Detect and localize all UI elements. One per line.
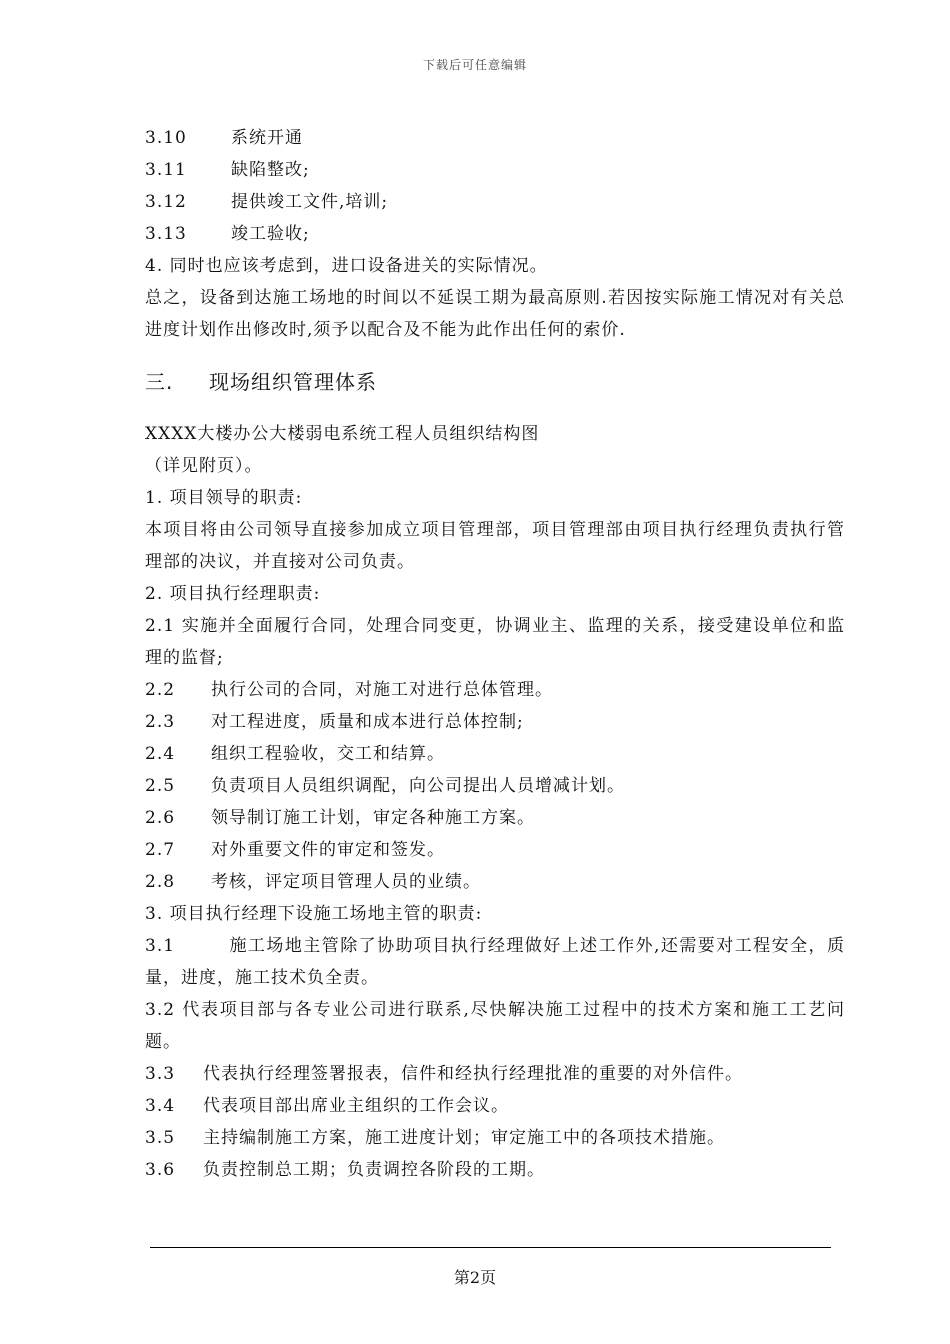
list-item-2-6 <box>145 802 845 834</box>
duty-2-1: 2.1 实施并全面履行合同，处理合同变更，协调业主、监理的关系，接受建设单位和监理的监督; <box>145 616 845 668</box>
item-number: 3.11 <box>145 160 187 180</box>
list-item-3-11 <box>145 154 845 186</box>
duty-3-1 <box>145 930 845 994</box>
list-item-2-2 <box>145 674 845 706</box>
item-number: 2.7 <box>145 840 176 860</box>
duty-3-2: 3.2 代表项目部与各专业公司进行联系,尽快解决施工过程中的技术方案和施工工艺问题。 <box>145 1000 845 1052</box>
document-body <box>145 122 845 1186</box>
item-number: 2.6 <box>145 808 176 828</box>
item-number: 2.2 <box>145 680 176 700</box>
list-item-3-13 <box>145 218 845 250</box>
item-text: 对外重要文件的审定和签发。 <box>211 840 445 860</box>
item-number: 3.1 <box>145 936 176 956</box>
item-number: 3.5 <box>145 1128 176 1148</box>
list-item-3-6 <box>145 1154 845 1186</box>
list-item-3-10 <box>145 122 845 154</box>
list-item-2-8 <box>145 866 845 898</box>
list-item-2-7 <box>145 834 845 866</box>
item-number: 2.3 <box>145 712 176 732</box>
item-number: 2.5 <box>145 776 176 796</box>
section-number: 三. <box>145 370 174 394</box>
item-number: 3.6 <box>145 1160 176 1180</box>
item-text: 竣工验收; <box>231 224 310 244</box>
item-text: 考核，评定项目管理人员的业绩。 <box>211 872 481 892</box>
list-item-3-3 <box>145 1058 845 1090</box>
item-number: 2.8 <box>145 872 176 892</box>
item-text: 系统开通 <box>231 128 303 148</box>
page-number: 第2页 <box>453 1268 497 1287</box>
item-number: 3.10 <box>145 128 187 148</box>
item-number: 3.4 <box>145 1096 176 1116</box>
list-item-2-3 <box>145 706 845 738</box>
duty-2-heading: 2. 项目执行经理职责: <box>145 584 321 604</box>
list-item-2-4 <box>145 738 845 770</box>
summary-paragraph: 总之，设备到达施工场地的时间以不延误工期为最高原则.若因按实际施工情况对有关总进度计划作出修改时,须予以配合及不能为此作出任何的索价. <box>145 288 845 340</box>
item-number: 3.13 <box>145 224 187 244</box>
duty-3-heading: 3. 项目执行经理下设施工场地主管的职责: <box>145 904 483 924</box>
list-item-3-12 <box>145 186 845 218</box>
list-item-2-5 <box>145 770 845 802</box>
item-number: 2.4 <box>145 744 176 764</box>
see-attachment-note: （详见附页）。 <box>145 456 263 476</box>
item-text: 执行公司的合同，对施工对进行总体管理。 <box>211 680 553 700</box>
item-text: 组织工程验收，交工和结算。 <box>211 744 445 764</box>
item-number: 3.12 <box>145 192 187 212</box>
item-text: 领导制订施工计划，审定各种施工方案。 <box>211 808 535 828</box>
org-chart-caption: XXXX大楼办公大楼弱电系统工程人员组织结构图 <box>145 424 540 444</box>
footer-divider <box>150 1247 831 1248</box>
item-text: 主持编制施工方案，施工进度计划；审定施工中的各项技术措施。 <box>203 1128 725 1148</box>
item-text: 负责控制总工期；负责调控各阶段的工期。 <box>203 1160 545 1180</box>
item-text: 对工程进度，质量和成本进行总体控制; <box>211 712 524 732</box>
section-title: 现场组织管理体系 <box>209 370 377 394</box>
duty-1-heading: 1. 项目领导的职责: <box>145 488 303 508</box>
item-number: 3.3 <box>145 1064 176 1084</box>
item-text: 代表项目部出席业主组织的工作会议。 <box>203 1096 509 1116</box>
page-header-note: 下载后可任意编辑 <box>422 58 527 72</box>
item-text: 提供竣工文件,培训; <box>231 192 389 212</box>
duty-1-text: 本项目将由公司领导直接参加成立项目管理部，项目管理部由项目执行经理负责执行管理部的决议，并直接对公司负责。 <box>145 520 845 572</box>
item-text: 施工场地主管除了协助项目执行经理做好上述工作外,还需要对工程安全，质量，进度，施工技术负全责。 <box>145 936 845 988</box>
item-text: 负责项目人员组织调配，向公司提出人员增减计划。 <box>211 776 625 796</box>
list-item-3-4 <box>145 1090 845 1122</box>
list-item-3-5 <box>145 1122 845 1154</box>
section-heading <box>145 366 845 398</box>
list-item-4: 4. 同时也应该考虑到，进口设备进关的实际情况。 <box>145 256 548 276</box>
item-text: 缺陷整改; <box>231 160 310 180</box>
item-text: 代表执行经理签署报表，信件和经执行经理批准的重要的对外信件。 <box>203 1064 743 1084</box>
